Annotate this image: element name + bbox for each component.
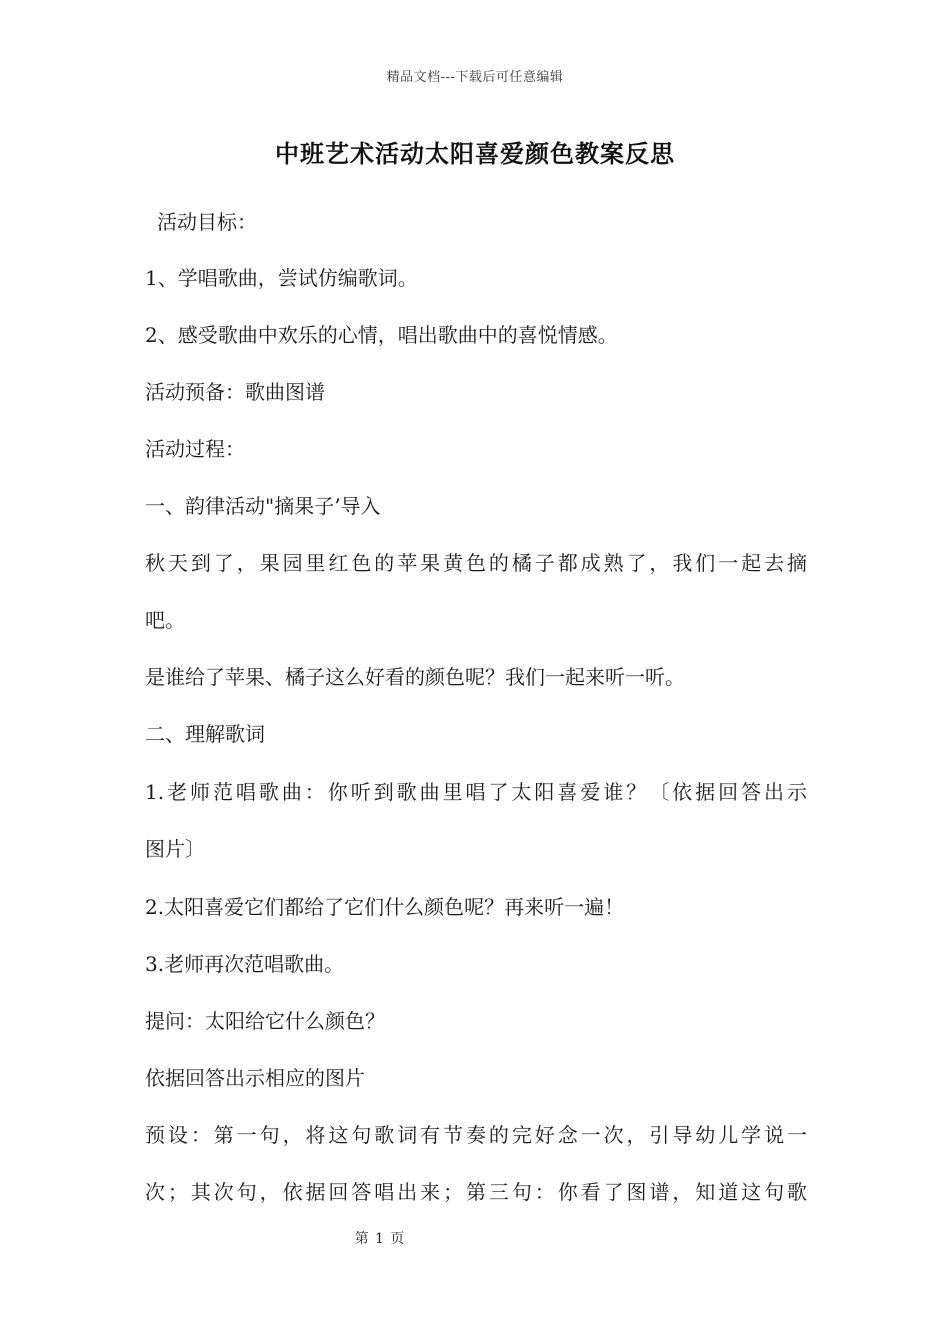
paragraph-line: 是谁给了苹果、橘子这么好看的颜色呢？我们一起来听一听。: [145, 665, 685, 689]
paragraph-line: 1、学唱歌曲，尝试仿编歌词。: [145, 266, 418, 290]
paragraph-line: 次；其次句，依据回答唱出来；第三句：你看了图谱，知道这句歌: [145, 1180, 807, 1204]
paragraph-line: 2、感受歌曲中欢乐的心情，唱出歌曲中的喜悦情感。: [145, 323, 618, 347]
paragraph-line: 依据回答出示相应的图片: [145, 1066, 365, 1090]
paragraph-line: 一、韵律活动"摘果子’导入: [145, 494, 381, 518]
paragraph-line: 活动过程：: [145, 437, 245, 461]
paragraph-line: 3.老师再次范唱歌曲。: [145, 952, 345, 976]
paragraph-line: 活动目标：: [157, 210, 257, 234]
paragraph-line: 提问：太阳给它什么颜色？: [145, 1009, 385, 1033]
paragraph-line: 秋天到了，果园里红色的苹果黄色的橘子都成熟了，我们一起去摘: [145, 551, 807, 575]
paragraph-line: 吧。: [145, 608, 185, 632]
paragraph-line: 活动预备：歌曲图谱: [145, 380, 325, 404]
paragraph-line: 图片〕: [145, 837, 205, 861]
paragraph-line: 二、理解歌词: [145, 722, 265, 746]
document-title: 中班艺术活动太阳喜爱颜色教案反思: [275, 139, 675, 168]
page-number: 第 1 页: [354, 1231, 406, 1247]
paragraph-line: 1.老师范唱歌曲：你听到歌曲里唱了太阳喜爱谁？〔依据回答出示: [145, 780, 807, 804]
paragraph-line: 2.太阳喜爱它们都给了它们什么颜色呢？再来听一遍！: [145, 895, 625, 919]
page-header: 精品文档---下载后可任意编辑: [386, 70, 564, 85]
paragraph-line: 预设：第一句，将这句歌词有节奏的完好念一次，引导幼儿学说一: [145, 1123, 807, 1147]
